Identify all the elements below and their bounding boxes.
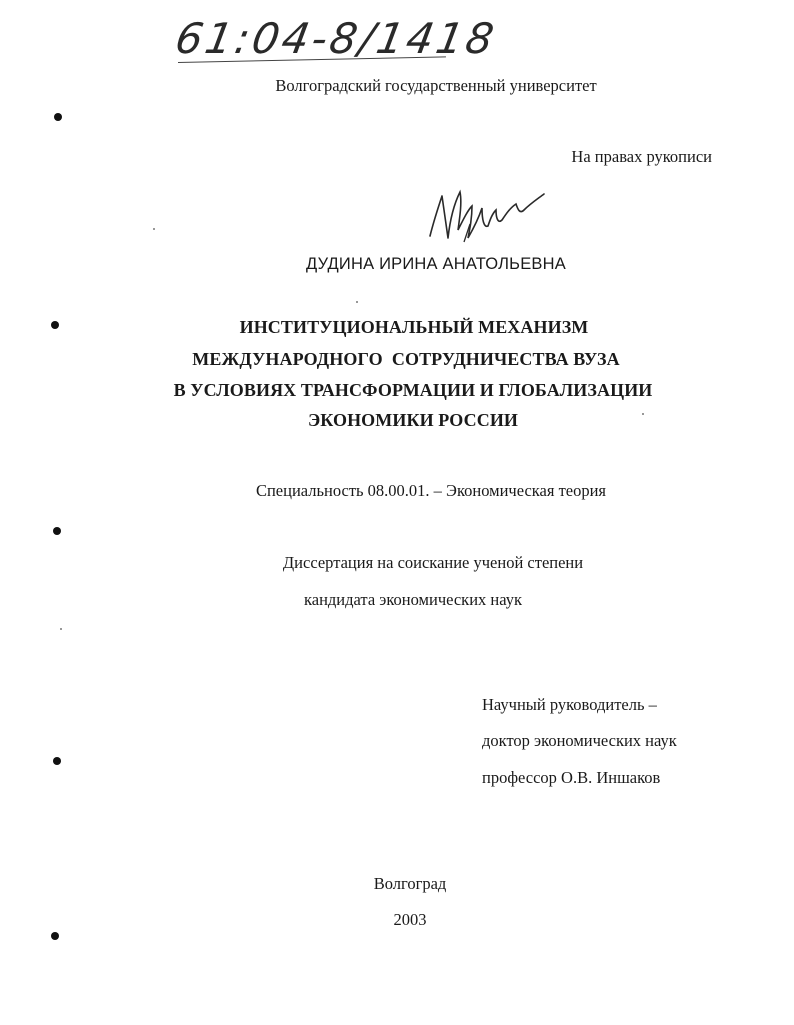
specialty: Специальность 08.00.01. – Экономическая теория — [255, 481, 607, 500]
thesis-title-line-2: МЕЖДУНАРОДНОГО СОТРУДНИЧЕСТВА ВУЗА — [192, 349, 620, 369]
dissertation-degree-line-1: Диссертация на соискание ученой степени — [282, 553, 584, 572]
scan-speck — [356, 301, 358, 303]
year: 2003 — [393, 910, 427, 929]
thesis-title-line-4: ЭКОНОМИКИ РОССИИ — [307, 410, 519, 430]
archive-code-handwritten: 61:04-8/1418 — [171, 14, 501, 63]
scan-speck — [60, 628, 62, 630]
scan-speck — [153, 228, 155, 230]
binding-hole — [53, 757, 61, 765]
scan-speck — [642, 413, 644, 415]
manuscript-rights: На правах рукописи — [571, 147, 712, 166]
author-signature — [424, 180, 554, 244]
supervisor-line-1: Научный руководитель – — [482, 695, 657, 714]
thesis-title-line-1: ИНСТИТУЦИОНАЛЬНЫЙ МЕХАНИЗМ — [239, 317, 589, 337]
thesis-title-line-3: В УСЛОВИЯХ ТРАНСФОРМАЦИИ И ГЛОБАЛИЗАЦИИ — [173, 380, 653, 400]
supervisor-line-3: профессор О.В. Иншаков — [482, 768, 661, 787]
binding-hole — [53, 527, 61, 535]
author-name: ДУДИНА ИРИНА АНАТОЛЬЕВНА — [306, 255, 566, 273]
university-name: Волгоградский государственный университет — [275, 76, 597, 95]
dissertation-degree-line-2: кандидата экономических наук — [303, 590, 522, 609]
city: Волгоград — [373, 874, 447, 893]
binding-hole — [54, 113, 62, 121]
binding-hole — [51, 932, 59, 940]
supervisor-line-2: доктор экономических наук — [482, 731, 677, 750]
binding-hole — [51, 321, 59, 329]
